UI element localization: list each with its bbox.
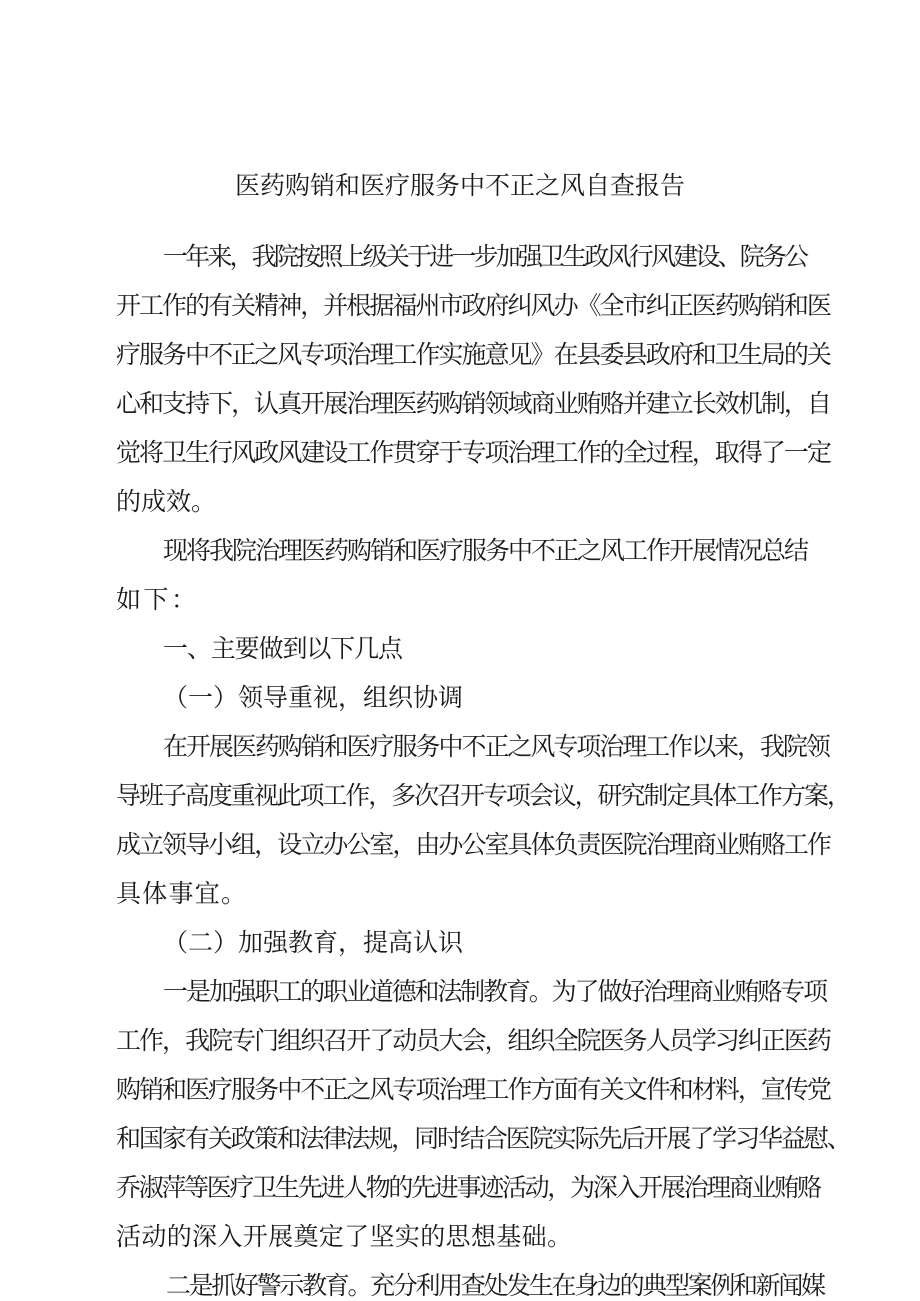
subsection-heading-2: （二）加强教育，提高认识 [163,928,464,957]
para1-line-2: 开工作的有关精神，并根据福州市政府纠风办《全市纠正医药购销和医 [116,291,830,320]
para2-line-1: 现将我院治理医药购销和医疗服务中不正之风工作开展情况总结 [163,536,808,565]
subsection-heading-1: （一）领导重视，组织协调 [163,683,464,712]
para1-line-3: 疗服务中不正之风专项治理工作实施意见》在县委县政府和卫生局的关 [116,340,830,369]
para4-line-3: 购销和医疗服务中不正之风专项治理工作方面有关文件和材料，宣传党 [116,1075,830,1104]
para1-line-6: 的成效。 [116,487,216,516]
para4-line-6: 活动的深入开展奠定了坚实的思想基础。 [116,1222,573,1251]
para1-line-4: 心和支持下，认真开展治理医药购销领域商业贿赂并建立长效机制，自 [116,389,830,418]
para4-line-4: 和国家有关政策和法律法规，同时结合医院实际先后开展了学习华益慰、 [116,1124,850,1153]
para3-line-2: 导班子高度重视此项工作，多次召开专项会议，研究制定具体工作方案， [116,781,850,810]
para2-line-2: 如下： [116,585,199,614]
para1-line-1: 一年来，我院按照上级关于进一步加强卫生政风行风建设、院务公 [163,242,807,271]
para4-line-1: 一是加强职工的职业道德和法制教育。为了做好治理商业贿赂专项 [163,977,826,1006]
para4-line-5: 乔淑萍等医疗卫生先进人物的先进事迹活动，为深入开展治理商业贿赂 [116,1173,820,1202]
para3-line-1: 在开展医药购销和医疗服务中不正之风专项治理工作以来，我院领 [163,732,829,761]
para1-line-5: 觉将卫生行风政风建设工作贯穿于专项治理工作的全过程，取得了一定 [116,438,830,467]
section-heading: 一、主要做到以下几点 [163,634,402,663]
para5-line-1: 二是抓好警示教育。充分利用查处发生在身边的典型案例和新闻媒 [166,1271,824,1300]
para3-line-3: 成立领导小组，设立办公室，由办公室具体负责医院治理商业贿赂工作 [116,830,830,859]
para3-line-4: 具体事宜。 [116,879,248,908]
para4-line-2: 工作，我院专门组织召开了动员大会，组织全院医务人员学习纠正医药 [116,1026,830,1055]
document-title: 医药购销和医疗服务中不正之风自查报告 [234,171,685,200]
